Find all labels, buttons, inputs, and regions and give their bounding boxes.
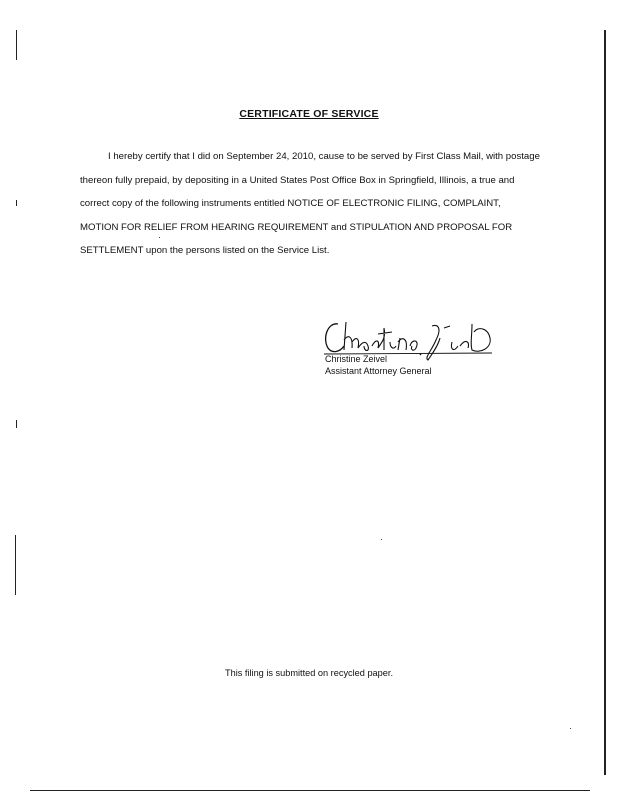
signer-title: Assistant Attorney General: [325, 366, 432, 376]
scan-border-right: [604, 30, 606, 775]
scan-speck: [159, 237, 160, 238]
signer-name: Christine Zeivel: [325, 354, 388, 364]
recycled-paper-note: This filing is submitted on recycled paper.: [224, 668, 393, 678]
certificate-paragraph: I hereby certify that I did on September 24, 2010, cause to be served by First Class Mail, with postage thereon fully prepaid, by depositing in a United States Post Office Box in Springfield, Illinois, a true and correct copy of the following instruments entitled NOTICE OF ELECTRONIC FILING, COMPLAINT, MOTION FOR RELIEF FROM HEARING REQUIREMENT and STIPULATION AND PROPOSAL FOR SETTLEMENT upon the persons listed on the Service List.: [80, 151, 540, 257]
scan-border-bottom: [30, 790, 590, 791]
page-title: CERTIFICATE OF SERVICE: [239, 108, 379, 120]
scan-border-left: [15, 535, 16, 595]
scan-speck: [570, 728, 571, 729]
scan-border-left: [16, 420, 17, 428]
scan-border-left: [16, 30, 17, 60]
scan-speck: [381, 539, 382, 540]
scan-border-left: [16, 200, 17, 206]
certificate-body: [80, 145, 540, 263]
